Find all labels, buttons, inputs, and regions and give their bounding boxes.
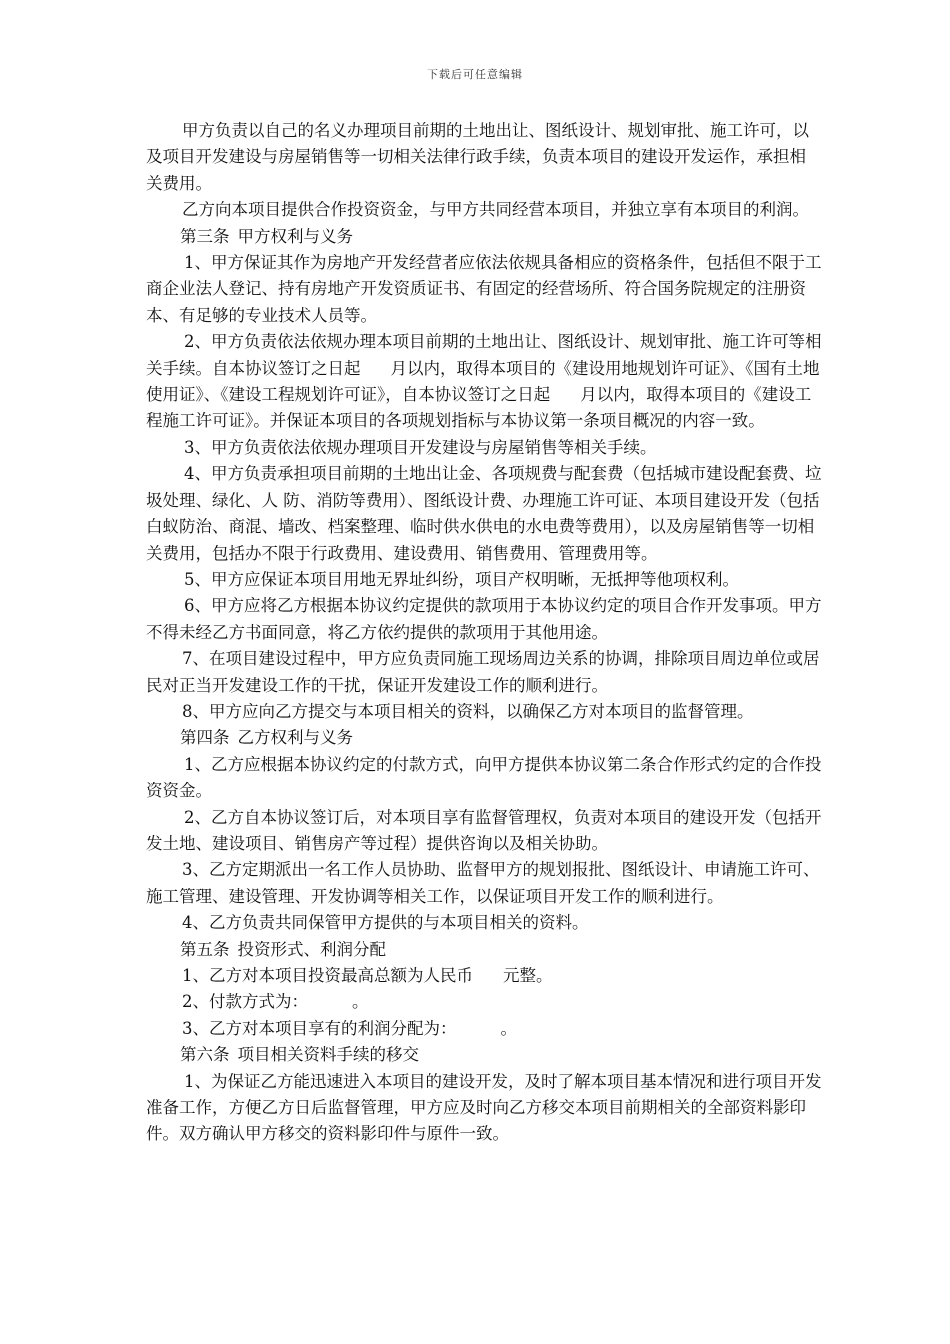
clause-5-3-suffix: 。: [500, 1018, 517, 1038]
clause-5-2-suffix: 。: [352, 992, 369, 1012]
paragraph-party-b-investment: 乙方向本项目提供合作投资资金，与甲方共同经营本项目，并独立享有本项目的利润。: [182, 200, 809, 220]
clause-3-5: 5、甲方应保证本项目用地无界址纠纷，项目产权明晰，无抵押等他项权利。: [184, 569, 739, 589]
article-5-heading: [146, 937, 822, 963]
clause-3-7: 7、在项目建设过程中，甲方应负责同施工现场周边关系的协调，排除项目周边单位或居民对正当开发建设工作的干扰，保证开发建设工作的顺利进行。: [146, 649, 820, 695]
clause-4-1: 1、乙方应根据本协议约定的付款方式，向甲方提供本协议第二条合作形式约定的合作投资资金。: [146, 754, 822, 801]
clause-5-3: [146, 1016, 822, 1042]
article-6-heading: [146, 1042, 822, 1068]
clause-4-4: 4、乙方负责共同保管甲方提供的与本项目相关的资料。: [182, 913, 589, 933]
article-4-title: 乙方权利与义务: [237, 728, 353, 748]
clause-3-2: [146, 329, 822, 435]
clause-5-3-text: 3、乙方对本项目享有的利润分配为：: [182, 1018, 457, 1038]
clause-5-1: [146, 963, 822, 989]
article-6-number: 第六条: [180, 1045, 230, 1065]
paragraph-party-a-duties: 甲方负责以自己的名义办理项目前期的土地出让、图纸设计、规划审批、施工许可，以及项目开发建设与房屋销售等一切相关法律行政手续，负责本项目的建设开发运作，承担相关费用。: [146, 121, 809, 193]
clause-4-2: 2、乙方自本协议签订后，对本项目享有监督管理权，负责对本项目的建设开发（包括开发土地、建设项目、销售房产等过程）提供咨询以及相关协助。: [146, 807, 822, 853]
clause-3-2-part-c: 月以内，取得本项目的《建设工程施工许可证》。并保证本项目的各项规划指标与本协议第一条项目概况的内容一致。: [146, 385, 812, 431]
article-3-title: 甲方权利与义务: [237, 226, 353, 246]
clause-5-2-text: 2、付款方式为：: [182, 992, 308, 1012]
clause-5-2: [146, 989, 822, 1015]
article-3-heading: [146, 224, 822, 250]
article-3-number: 第三条: [180, 226, 230, 246]
article-5-number: 第五条: [180, 939, 230, 959]
clause-3-2-part-a: 2、甲方负责依法依规办理本项目前期的土地出让、图纸设计、规划审批、施工许可等相关手续。自本协议签订之日起: [146, 332, 822, 378]
clause-3-6: 6、甲方应将乙方根据本协议约定提供的款项用于本协议约定的项目合作开发事项。甲方不得未经乙方书面同意，将乙方依约提供的款项用于其他用途。: [146, 596, 822, 642]
clause-4-3: 3、乙方定期派出一名工作人员协助、监督甲方的规划报批、图纸设计、申请施工许可、施工管理、建设管理、开发协调等相关工作，以保证项目开发工作的顺利进行。: [146, 860, 820, 906]
clause-3-3: 3、甲方负责依法依规办理项目开发建设与房屋销售等相关手续。: [184, 437, 657, 457]
page-header: 下载后可任意编辑: [427, 68, 523, 81]
clause-6-1: 1、为保证乙方能迅速进入本项目的建设开发，及时了解本项目基本情况和进行项目开发准备工作，方便乙方日后监督管理，甲方应及时向乙方移交本项目前期相关的全部资料影印件。双方确认甲方移交的资料影印件与原件一致。: [146, 1071, 822, 1144]
article-6-title: 项目相关资料手续的移交: [237, 1045, 419, 1065]
clause-3-8: 8、甲方应向乙方提交与本项目相关的资料，以确保乙方对本项目的监督管理。: [182, 701, 754, 721]
clause-3-1: 1、甲方保证其作为房地产开发经营者应依法依规具备相应的资格条件，包括但不限于工商企业法人登记、持有房地产开发资质证书、有固定的经营场所、符合国务院规定的注册资本、有足够的专业技术人员等。: [146, 253, 822, 325]
document-body: [146, 118, 822, 1148]
clause-5-1-text: 1、乙方对本项目投资最高总额为人民币: [182, 966, 473, 985]
clause-3-4: 4、甲方负责承担项目前期的土地出让金、各项规费与配套费（包括城市建设配套费、垃圾处理、绿化、人 防、消防等费用）、图纸设计费、办理施工许可证、本项目建设开发（包括白蚁防治、商混、墙改、档案整理、临时供水供电的水电费等费用），以及房屋销售等一切相关费用，包括办不限于行政费用、建设费用、销售费用、管理费用等。: [146, 464, 822, 563]
article-4-heading: [146, 725, 822, 751]
article-5-title: 投资形式、利润分配: [237, 939, 386, 959]
clause-3-2-part-b: 月以内，取得本项目的《建设用地规划许可证》、《国有土地使用证》、《建设工程规划许可证》，自本协议签订之日起: [146, 358, 820, 405]
article-4-number: 第四条: [180, 728, 230, 748]
clause-5-1-suffix: 元整。: [503, 966, 553, 985]
